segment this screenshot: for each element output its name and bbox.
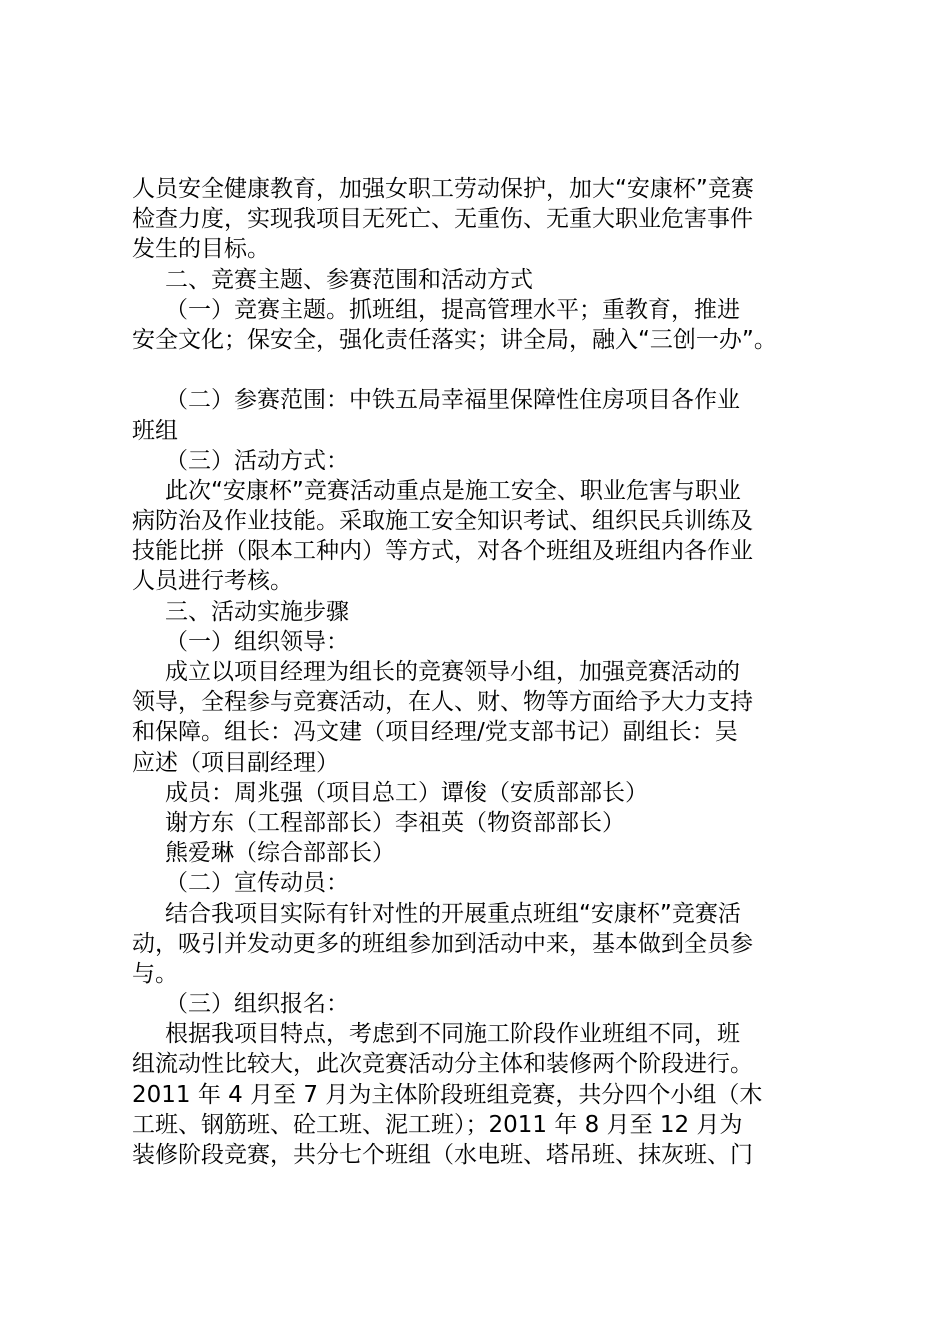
subsection-promotion: （二）宣传动员：	[165, 870, 349, 897]
body-line: 和保障。组长：冯文建（项目经理/党支部书记）副组长：吴	[132, 719, 738, 746]
body-line: 班组	[132, 417, 178, 444]
subsection-organization: （一）组织领导：	[165, 628, 349, 655]
body-line: 组流动性比较大，此次竞赛活动分主体和装修两个阶段进行。	[132, 1051, 753, 1078]
body-line: 检查力度，实现我项目无死亡、无重伤、无重大职业危害事件	[132, 206, 753, 233]
paragraph-start: 根据我项目特点，考虑到不同施工阶段作业班组不同，班	[165, 1021, 740, 1048]
body-line: 安全文化；保安全，强化责任落实；讲全局，融入“三创一办”。	[132, 326, 777, 353]
body-line: 人员安全健康教育，加强女职工劳动保护，加大“安康杯”竞赛	[132, 176, 754, 202]
blank-line	[132, 355, 832, 385]
body-line: 装修阶段竞赛，共分七个班组（水电班、塔吊班、抹灰班、门	[132, 1142, 753, 1168]
body-line: 应述（项目副经理）	[132, 749, 339, 776]
subsection-scope: （二）参赛范围：中铁五局幸福里保障性住房项目各作业	[165, 387, 740, 414]
paragraph-start: 此次“安康杯”竞赛活动重点是施工安全、职业危害与职业	[165, 477, 741, 504]
body-line: 病防治及作业技能。采取施工安全知识考试、组织民兵训练及	[132, 508, 753, 535]
subsection-registration: （三）组织报名：	[165, 991, 349, 1018]
subsection-theme: （一）竞赛主题。抓班组，提高管理水平；重教育，推进	[165, 296, 740, 323]
body-line: 发生的目标。	[132, 236, 270, 263]
body-line: 领导，全程参与竞赛活动，在人、财、物等方面给予大力支持	[132, 689, 753, 716]
paragraph-start: 成立以项目经理为组长的竞赛领导小组，加强竞赛活动的	[165, 659, 740, 685]
body-line: 2011 年 4 月至 7 月为主体阶段班组竞赛，共分四个小组（木	[132, 1081, 763, 1108]
body-line: 动，吸引并发动更多的班组参加到活动中来，基本做到全员参	[132, 930, 753, 957]
subsection-method: （三）活动方式：	[165, 447, 349, 474]
members-line: 成员：周兆强（项目总工）谭俊（安质部部长）	[165, 779, 648, 806]
members-line: 谢方东（工程部部长）李祖英（物资部部长）	[165, 809, 625, 836]
document-body	[132, 174, 832, 1170]
section-heading-2: 二、竞赛主题、参赛范围和活动方式	[165, 266, 533, 293]
paragraph-start: 结合我项目实际有针对性的开展重点班组“安康杯”竞赛活	[165, 900, 741, 927]
body-line: 与。	[132, 960, 178, 987]
body-line: 技能比拼（限本工种内）等方式，对各个班组及班组内各作业	[132, 538, 753, 565]
body-line: 工班、钢筋班、砼工班、泥工班）；2011 年 8 月至 12 月为	[132, 1111, 743, 1138]
section-heading-3: 三、活动实施步骤	[165, 598, 349, 625]
body-line: 人员进行考核。	[132, 568, 293, 595]
members-line: 熊爱琳（综合部部长）	[165, 840, 395, 867]
